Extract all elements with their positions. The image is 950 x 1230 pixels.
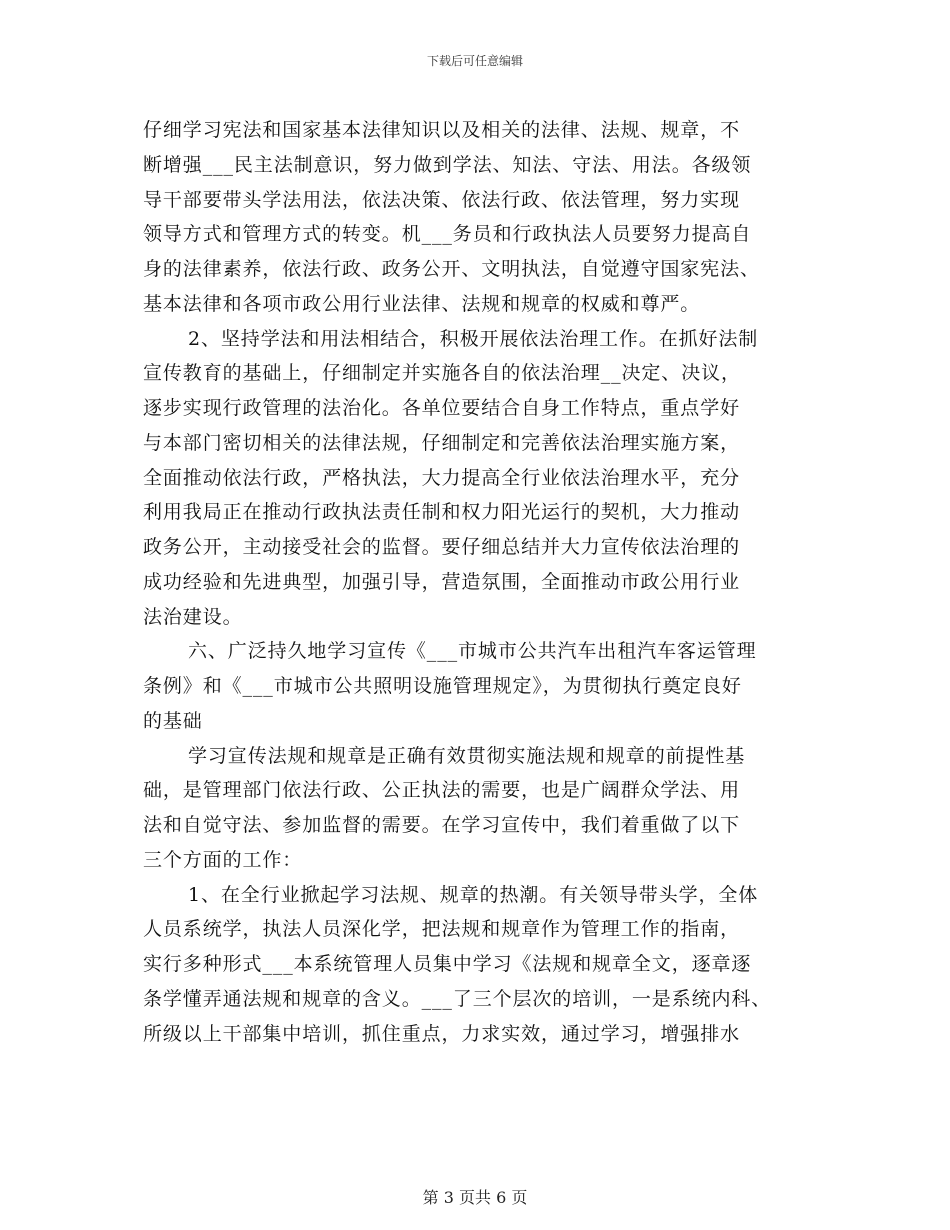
- page-header: 下载后可任意编辑: [426, 54, 523, 68]
- page-footer: 第 3 页共 6 页: [422, 1188, 528, 1207]
- text-line: 人员系统学，执法人员深化学，把法规和规章作为管理工作的指南，: [143, 918, 741, 941]
- document-body: [143, 113, 823, 1051]
- text-line: 成功经验和先进典型，加强引导，营造氛围，全面推动市政公用行业: [143, 570, 741, 593]
- text-line: 与本部门密切相关的法律法规，仔细制定和完善依法治理实施方案，: [143, 431, 741, 454]
- text-line: 仔细学习宪法和国家基本法律知识以及相关的法律、法规、规章，不: [143, 119, 741, 141]
- text-line: 1、在全行业掀起学习法规、规章的热潮。有关领导带头学，全体: [188, 883, 759, 906]
- text-line: 2、坚持学法和用法相结合，积极开展依法治理工作。在抓好法制: [188, 327, 759, 350]
- text-line: 领导方式和管理方式的转变。机___务员和行政执法人员要努力提高自: [143, 223, 752, 246]
- text-line: 逐步实现行政管理的法治化。各单位要结合自身工作特点，重点学好: [143, 397, 741, 419]
- text-line: 全面推动依法行政，严格执法，大力提高全行业依法治理水平，充分: [143, 466, 741, 489]
- text-line: 法治建设。: [143, 605, 243, 628]
- text-line: 导干部要带头学法用法，依法决策、依法行政、依法管理，努力实现: [143, 188, 741, 211]
- text-line: 利用我局正在推动行政执法责任制和权力阳光运行的契机，大力推动: [143, 501, 741, 524]
- text-line: 条学懂弄通法规和规章的含义。___了三个层次的培训，一是系统内科、: [143, 987, 772, 1010]
- text-line: 断增强___民主法制意识，努力做到学法、知法、守法、用法。各级领: [143, 153, 752, 176]
- text-line: 身的法律素养，依法行政、政务公开、文明执法，自觉遵守国家宪法、: [143, 258, 760, 280]
- text-line: 基本法律和各项市政公用行业法律、法规和规章的权威和尊严。: [143, 292, 701, 315]
- text-line: 的基础: [143, 709, 203, 732]
- text-line: 法和自觉守法、参加监督的需要。在学习宣传中，我们着重做了以下: [143, 814, 741, 836]
- text-line: 础，是管理部门依法行政、公正执法的需要，也是广阔群众学法、用: [143, 779, 741, 802]
- text-line: 所级以上干部集中培训，抓住重点，力求实效，通过学习，增强排水: [143, 1022, 741, 1045]
- text-line: 政务公开，主动接受社会的监督。要仔细总结并大力宣传依法治理的: [143, 536, 741, 558]
- text-line: 学习宣传法规和规章是正确有效贯彻实施法规和规章的前提性基: [188, 744, 746, 767]
- text-line: 宣传教育的基础上，仔细制定并实施各自的依法治理__决定、决议，: [143, 362, 741, 385]
- text-line: 实行多种形式___本系统管理人员集中学习《法规和规章全文，逐章逐: [143, 953, 752, 975]
- text-line: 六、广泛持久地学习宣传《___市城市公共汽车出租汽车客运管理: [188, 640, 757, 663]
- text-line: 条例》和《___市城市公共照明设施管理规定》，为贯彻执行奠定良好: [143, 675, 742, 697]
- text-line: 三个方面的工作：: [143, 848, 303, 871]
